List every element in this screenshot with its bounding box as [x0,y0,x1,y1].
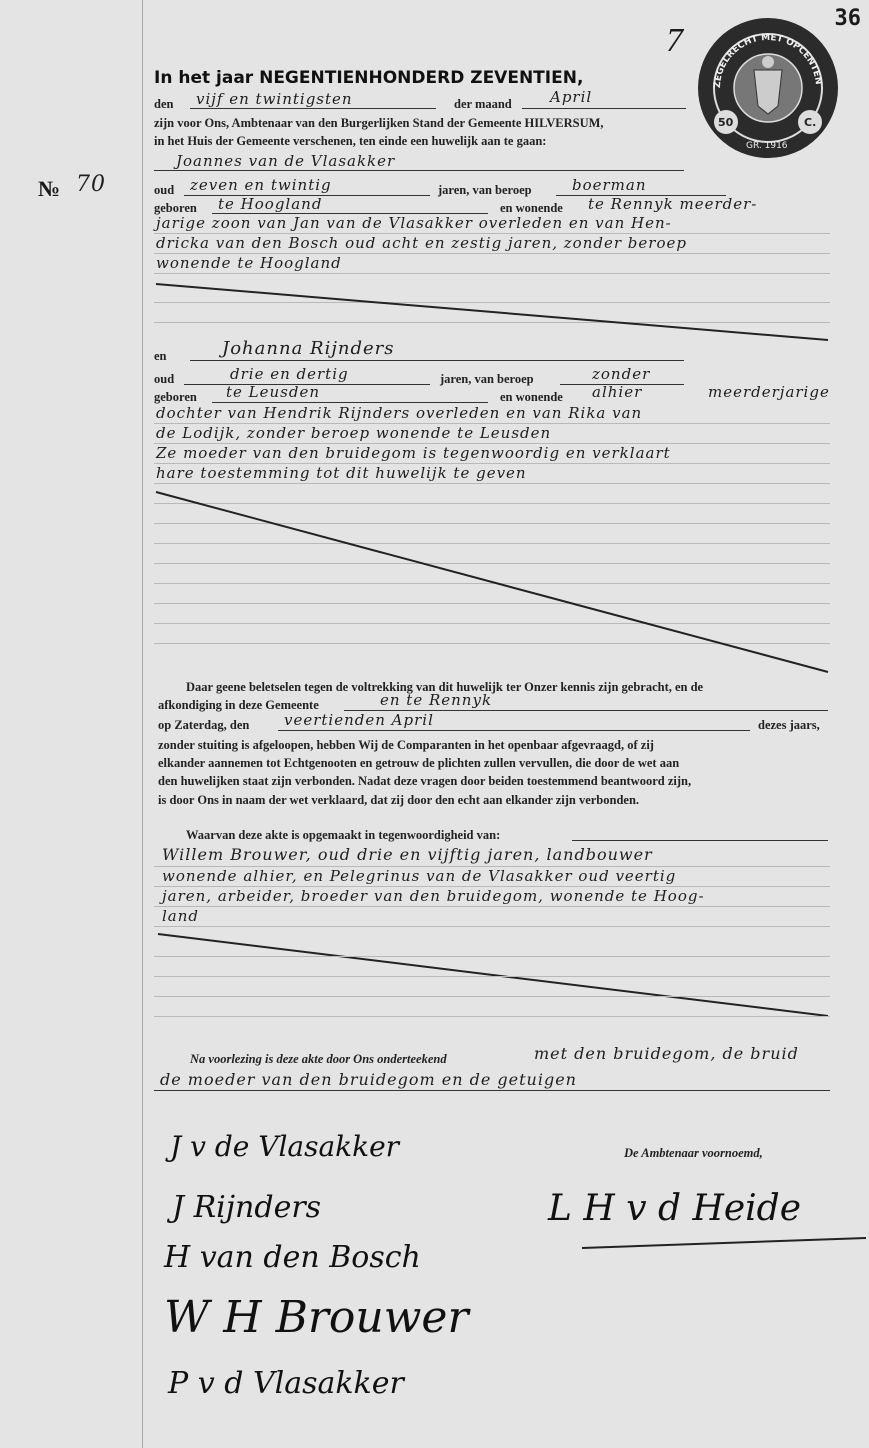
groom-residing: te Rennyk meerder- [588,195,758,213]
month-value: April [550,88,593,106]
closing-line-2: de moeder van den bruidegom en de getuigen [160,1070,577,1089]
groom-age-label: oud [154,183,175,197]
bride-born-label: geboren [154,390,197,404]
bride-majority: meerderjarige [708,383,830,401]
groom-parents-3: wonende te Hoogland [156,254,342,272]
witness-line-4: land [162,907,200,925]
page-number: 36 [834,6,861,31]
bride-residing: alhier [592,383,643,401]
signature-official: L H v d Heide [548,1188,802,1229]
groom-occupation: boerman [572,176,647,194]
signature-witness-2: P v d Vlasakker [168,1366,404,1401]
groom-parents-1: jarige zoon van Jan van de Vlasakker overleden en van Hen- [156,214,672,232]
bride-name: Johanna Rijnders [222,338,395,359]
bride-conjunction: en [154,349,167,363]
witness-line-1: Willem Brouwer, oud drie en vijftig jaren, landbouwer [162,845,653,864]
page-title: In het jaar NEGENTIENHONDERD ZEVENTIEN, [154,68,584,88]
groom-occupation-label: jaren, van beroep [438,183,532,197]
closing-label: Na voorlezing is deze akte door Ons onderteekend [190,1052,447,1066]
signature-groom: J v de Vlasakker [170,1130,400,1163]
body-publication-value: en te Rennyk [380,691,493,709]
bride-parents-2: de Lodijk, zonder beroep wonende te Leusden [156,424,552,442]
witnesses-label: Waarvan deze akte is opgemaakt in tegenwoordigheid van: [186,828,501,842]
bride-parents-1: dochter van Hendrik Rijnders overleden en van Rika van [156,404,643,422]
stamp-right-value: C. [804,116,817,129]
groom-parents-2: dricka van den Bosch oud acht en zestig jaren, zonder beroep [156,234,687,252]
body-line-1: Daar geene beletselen tegen de voltrekking van dit huwelijk ter Onzer kennis zijn gebracht, en de [186,680,704,694]
groom-born: te Hoogland [218,195,323,213]
body-line-7: is door Ons in naam der wet verklaard, dat zij door den echt aan elkander zijn verbonden. [158,793,640,807]
bride-age: drie en dertig [230,365,349,383]
bride-born: te Leusden [226,383,321,401]
stamp-left-value: 50 [718,116,734,129]
stamp-arc-text: ZEGELRECHT MET OPCENTEN [712,32,823,89]
bride-consent-2: hare toestemming tot dit huwelijk te geven [156,464,527,482]
body-line-5: elkander aannemen tot Echtgenooten en getrouw de plichten zullen vervullen, die door de wet aan [158,756,680,770]
body-publication-label: afkondiging in deze Gemeente [158,698,319,712]
signature-witness-1: W H Brouwer [164,1292,469,1343]
official-label: De Ambtenaar voornoemd, [624,1146,763,1160]
act-number-value: 70 [76,172,106,197]
month-label: der maand [454,97,512,111]
witness-line-2: wonende alhier, en Pelegrinus van de Vlasakker oud veertig [162,867,677,885]
body-date-label: op Zaterdag, den [158,718,250,732]
witness-line-3: jaren, arbeider, broeder van den bruidegom, wonende te Hoog- [162,887,705,905]
groom-residing-label: en wonende [500,201,563,215]
groom-name: Joannes van de Vlasakker [176,152,396,170]
day-value: vijf en twintigsten [196,90,353,108]
stamp-bottom-text: GR. 1916 [746,141,788,151]
body-line-4: zonder stuiting is afgeloopen, hebben Wij de Comparanten in het openbaar afgevraagd, of zij [158,738,654,752]
body-line-6: den huwelijken staat zijn verbonden. Nadat deze vragen door beiden toestemmend beantwoord zijn, [158,774,692,788]
signature-bride: J Rijnders [172,1190,322,1225]
groom-age: zeven en twintig [190,176,332,194]
bride-consent-1: Ze moeder van den bruidegom is tegenwoordig en verklaart [156,444,671,462]
groom-born-label: geboren [154,201,197,215]
signature-mother: H van den Bosch [164,1240,421,1275]
bride-residing-label: en wonende [500,390,563,404]
body-date-value: veertienden April [284,711,434,729]
appearance-text: in het Huis der Gemeente verschenen, ten einde een huwelijk aan te gaan: [154,134,547,148]
act-number-label: № [38,176,61,201]
bride-age-label: oud [154,372,175,386]
day-label: den [154,97,174,111]
act-fraction: 7 [666,22,683,59]
body-date-end: dezes jaars, [758,718,820,732]
closing-line-1: met den bruidegom, de bruid [534,1044,799,1063]
official-intro: zijn voor Ons, Ambtenaar van den Burgerlijken Stand der Gemeente HILVERSUM, [154,116,604,130]
bride-occupation: zonder [592,365,651,383]
bride-occupation-label: jaren, van beroep [440,372,534,386]
